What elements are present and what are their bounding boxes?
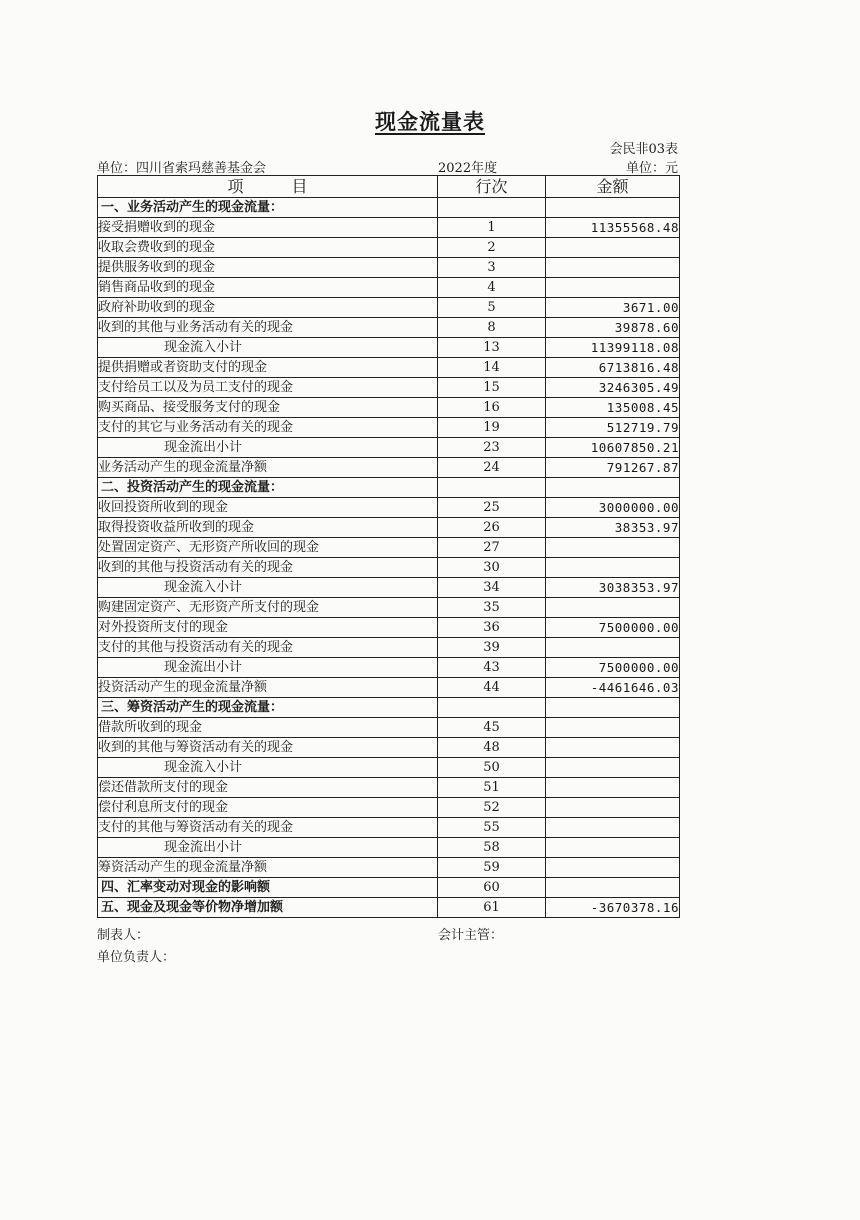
table-row: [98, 238, 680, 258]
row-item: 收到的其他与业务活动有关的现金: [98, 318, 438, 338]
row-number: 16: [438, 398, 546, 418]
row-amount: 10607850.21: [546, 438, 680, 458]
row-item: 借款所收到的现金: [98, 718, 438, 738]
row-number: 35: [438, 598, 546, 618]
row-item: 业务活动产生的现金流量净额: [98, 458, 438, 478]
row-item: 支付的其它与业务活动有关的现金: [98, 418, 438, 438]
row-amount: 512719.79: [546, 418, 680, 438]
row-amount: 11399118.08: [546, 338, 680, 358]
row-item: 筹资活动产生的现金流量净额: [98, 858, 438, 878]
row-amount: -4461646.03: [546, 678, 680, 698]
row-number: 14: [438, 358, 546, 378]
row-item: 收到的其他与筹资活动有关的现金: [98, 738, 438, 758]
table-row: [98, 718, 680, 738]
row-amount: -3670378.16: [546, 898, 680, 918]
row-amount: [546, 258, 680, 278]
row-item: 投资活动产生的现金流量净额: [98, 678, 438, 698]
row-amount: 7500000.00: [546, 618, 680, 638]
row-number: 55: [438, 818, 546, 838]
row-amount: 6713816.48: [546, 358, 680, 378]
row-amount: [546, 238, 680, 258]
row-item: 对外投资所支付的现金: [98, 618, 438, 638]
row-item: 偿还借款所支付的现金: [98, 778, 438, 798]
table-row: [98, 578, 680, 598]
header-amount: 金额: [546, 176, 680, 198]
row-number: [438, 698, 546, 718]
row-item: 现金流入小计: [98, 578, 438, 598]
row-amount: [546, 718, 680, 738]
row-item: 购买商品、接受服务支付的现金: [98, 398, 438, 418]
row-amount: 7500000.00: [546, 658, 680, 678]
row-amount: 39878.60: [546, 318, 680, 338]
header-row-no: 行次: [438, 176, 546, 198]
table-row: [98, 498, 680, 518]
row-amount: [546, 778, 680, 798]
table-row: [98, 278, 680, 298]
row-item: 支付的其他与投资活动有关的现金: [98, 638, 438, 658]
row-number: 34: [438, 578, 546, 598]
table-row: [98, 658, 680, 678]
row-number: 8: [438, 318, 546, 338]
table-row: [98, 878, 680, 898]
table-row: [98, 558, 680, 578]
row-item: 收取会费收到的现金: [98, 238, 438, 258]
table-row: [98, 698, 680, 718]
table-row: [98, 678, 680, 698]
row-amount: [546, 538, 680, 558]
row-amount: [546, 858, 680, 878]
row-number: 36: [438, 618, 546, 638]
row-number: 3: [438, 258, 546, 278]
table-row: [98, 598, 680, 618]
row-amount: [546, 278, 680, 298]
table-row: [98, 438, 680, 458]
table-row: [98, 398, 680, 418]
row-amount: 11355568.48: [546, 218, 680, 238]
row-item: 现金流出小计: [98, 838, 438, 858]
table-row: [98, 198, 680, 218]
row-amount: 135008.45: [546, 398, 680, 418]
row-item: 一、业务活动产生的现金流量：: [98, 198, 438, 218]
report-year: 2022年度: [438, 161, 498, 176]
row-amount: [546, 758, 680, 778]
report-title: 现金流量表: [375, 109, 485, 134]
row-item: 现金流出小计: [98, 658, 438, 678]
row-number: 19: [438, 418, 546, 438]
table-row: [98, 258, 680, 278]
row-amount: [546, 558, 680, 578]
row-number: 23: [438, 438, 546, 458]
row-number: 24: [438, 458, 546, 478]
table-body: [98, 198, 680, 918]
cash-flow-table: [97, 175, 680, 918]
currency-unit: 单位：元: [625, 161, 678, 176]
row-item: 销售商品收到的现金: [98, 278, 438, 298]
row-item: 现金流出小计: [98, 438, 438, 458]
row-number: 5: [438, 298, 546, 318]
row-amount: [546, 478, 680, 498]
row-item: 现金流入小计: [98, 758, 438, 778]
table-row: [98, 838, 680, 858]
row-number: 51: [438, 778, 546, 798]
form-code: 会民非03表: [609, 142, 678, 157]
table-row: [98, 298, 680, 318]
row-number: 30: [438, 558, 546, 578]
row-number: 25: [438, 498, 546, 518]
row-number: 44: [438, 678, 546, 698]
accountant-label: 会计主管：: [438, 928, 504, 943]
row-number: 27: [438, 538, 546, 558]
row-number: 60: [438, 878, 546, 898]
row-item: 四、汇率变动对现金的影响额: [98, 878, 438, 898]
row-number: 59: [438, 858, 546, 878]
table-row: [98, 538, 680, 558]
table-row: [98, 798, 680, 818]
table-row: [98, 418, 680, 438]
row-number: 1: [438, 218, 546, 238]
row-number: [438, 198, 546, 218]
row-amount: [546, 798, 680, 818]
row-number: 4: [438, 278, 546, 298]
row-amount: 3246305.49: [546, 378, 680, 398]
row-number: 26: [438, 518, 546, 538]
table-row: [98, 758, 680, 778]
row-item: 提供捐赠或者资助支付的现金: [98, 358, 438, 378]
row-amount: [546, 638, 680, 658]
table-row: [98, 458, 680, 478]
row-item: 支付给员工以及为员工支付的现金: [98, 378, 438, 398]
table-row: [98, 318, 680, 338]
row-item: 二、投资活动产生的现金流量：: [98, 478, 438, 498]
row-item: 提供服务收到的现金: [98, 258, 438, 278]
row-number: 50: [438, 758, 546, 778]
row-number: 48: [438, 738, 546, 758]
unit-head-label: 单位负责人：: [97, 950, 176, 965]
row-item: 现金流入小计: [98, 338, 438, 358]
row-item: 支付的其他与筹资活动有关的现金: [98, 818, 438, 838]
table-row: [98, 358, 680, 378]
row-number: [438, 478, 546, 498]
row-number: 58: [438, 838, 546, 858]
row-amount: 3671.00: [546, 298, 680, 318]
row-amount: [546, 698, 680, 718]
table-row: [98, 218, 680, 238]
row-amount: 38353.97: [546, 518, 680, 538]
row-number: 13: [438, 338, 546, 358]
table-row: [98, 518, 680, 538]
table-row: [98, 818, 680, 838]
organization-unit: 单位：四川省索玛慈善基金会: [97, 161, 267, 176]
row-item: 五、现金及现金等价物净增加额: [98, 898, 438, 918]
table-row: [98, 378, 680, 398]
row-amount: [546, 598, 680, 618]
row-item: 收到的其他与投资活动有关的现金: [98, 558, 438, 578]
table-row: [98, 638, 680, 658]
row-number: 39: [438, 638, 546, 658]
row-amount: [546, 878, 680, 898]
row-item: 偿付利息所支付的现金: [98, 798, 438, 818]
table-row: [98, 778, 680, 798]
row-amount: [546, 818, 680, 838]
row-item: 取得投资收益所收到的现金: [98, 518, 438, 538]
row-item: 三、筹资活动产生的现金流量：: [98, 698, 438, 718]
table-row: [98, 858, 680, 878]
row-item: 政府补助收到的现金: [98, 298, 438, 318]
row-item: 收回投资所收到的现金: [98, 498, 438, 518]
row-amount: 3000000.00: [546, 498, 680, 518]
row-item: 接受捐赠收到的现金: [98, 218, 438, 238]
row-amount: 791267.87: [546, 458, 680, 478]
table-header-row: [98, 176, 680, 198]
table-row: [98, 338, 680, 358]
header-item: 项目: [98, 176, 438, 198]
row-number: 45: [438, 718, 546, 738]
table-row: [98, 618, 680, 638]
preparer-label: 制表人：: [97, 928, 150, 943]
row-amount: [546, 198, 680, 218]
table-row: [98, 738, 680, 758]
row-number: 2: [438, 238, 546, 258]
table-row: [98, 478, 680, 498]
table-row: [98, 898, 680, 918]
row-amount: [546, 738, 680, 758]
row-amount: 3038353.97: [546, 578, 680, 598]
row-number: 15: [438, 378, 546, 398]
row-number: 61: [438, 898, 546, 918]
row-number: 52: [438, 798, 546, 818]
row-amount: [546, 838, 680, 858]
row-number: 43: [438, 658, 546, 678]
row-item: 购建固定资产、无形资产所支付的现金: [98, 598, 438, 618]
row-item: 处置固定资产、无形资产所收回的现金: [98, 538, 438, 558]
